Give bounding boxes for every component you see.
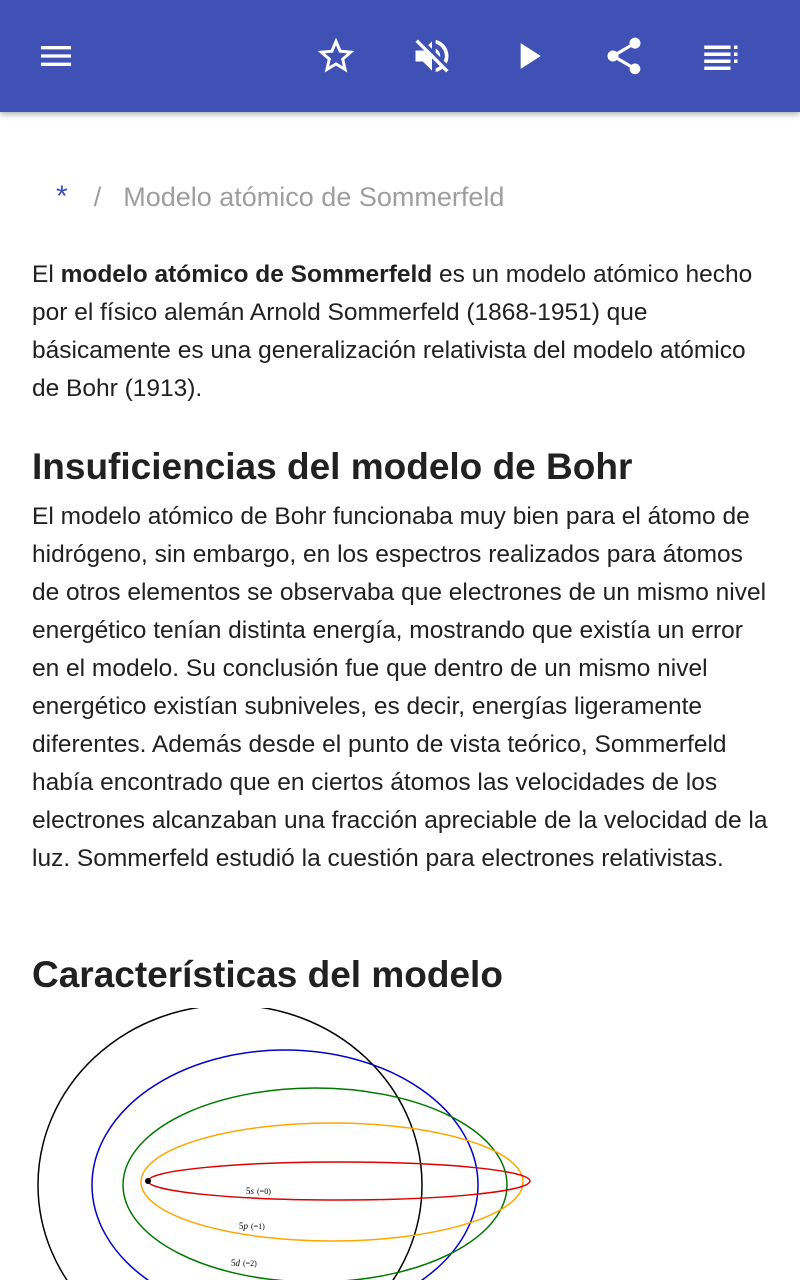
- sommerfeld-orbits-figure: [32, 1008, 552, 1280]
- share-icon: [602, 34, 646, 78]
- intro-bold-term: modelo atómico de Sommerfeld: [60, 261, 433, 288]
- playlist-icon: [699, 35, 741, 77]
- play-button[interactable]: [500, 28, 556, 84]
- breadcrumb-home-link[interactable]: *: [56, 180, 68, 213]
- star-icon: [314, 34, 358, 78]
- section-paragraph-insuficiencias: El modelo atómico de Bohr funcionaba muy bien para el átomo de hidrógeno, sin embargo, en los espectros realizados para átomos de otros elementos se observaba que electrones de un mismo nivel energético tenían distinta energía, mostrando que existía un error en el modelo. Su conclusión fue que dentro de un mismo nivel energético existían subniveles, es decir, energías ligeramente diferentes. Además desde el punto de vista teórico, Sommerfeld había encontrado que en ciertos átomos las velocidades de los electrones alcanzaban una fracción apreciable de la velocidad de la luz. Sommerfeld estudió la cuestión para electrones relativistas.: [32, 503, 768, 872]
- breadcrumb-separator: /: [93, 182, 102, 212]
- play-icon: [506, 34, 550, 78]
- contents-button[interactable]: [692, 28, 748, 84]
- menu-button[interactable]: [28, 28, 84, 84]
- section-heading-insuficiencias: Insuficiencias del modelo de Bohr: [32, 446, 633, 487]
- orbits-diagram: [32, 1008, 552, 1280]
- orbit-label-5d: 5d (=2): [231, 1258, 257, 1268]
- app-toolbar: [0, 0, 800, 112]
- menu-icon: [36, 36, 76, 76]
- favorite-button[interactable]: [308, 28, 364, 84]
- volume-off-icon: [410, 34, 454, 78]
- breadcrumb-current: Modelo atómico de Sommerfeld: [123, 182, 505, 212]
- intro-paragraph: [32, 256, 772, 408]
- article-content[interactable]: [0, 112, 800, 1280]
- orbit-ellipse-orange: [141, 1123, 523, 1241]
- share-button[interactable]: [596, 28, 652, 84]
- nucleus-dot: [145, 1178, 151, 1184]
- orbit-label-5s: 5s (=0): [246, 1186, 271, 1196]
- orbit-ellipse-black: [38, 1008, 422, 1280]
- orbit-ellipse-red: [148, 1162, 530, 1200]
- breadcrumb: [56, 180, 504, 214]
- intro-prefix: El: [32, 261, 61, 288]
- section-heading-caracteristicas: Características del modelo: [32, 954, 503, 995]
- mute-button[interactable]: [404, 28, 460, 84]
- orbit-ellipse-green: [123, 1088, 507, 1280]
- intro-suffix: es un modelo atómico hecho por el físico alemán Arnold Sommerfeld (1868-1951) que básicamente es una generalización relativista del modelo atómico de Bohr (1913).: [32, 261, 753, 402]
- orbit-label-5p: 5p (=1): [239, 1221, 265, 1231]
